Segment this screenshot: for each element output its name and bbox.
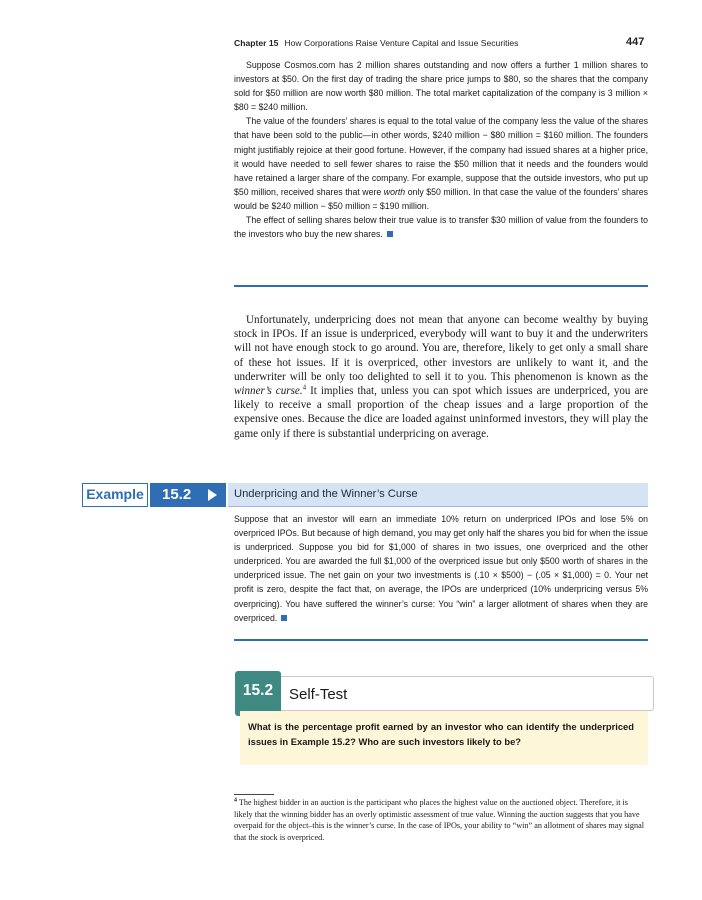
body-text-b: It implies that, unless you can spot which issues are underpriced, you are likely to receive a small proportion of the cheap issues and a large proportion of the expensive ones. Because the dice are loaded against uninformed investors, they will play the game only if there is substantial underpricing on average. xyxy=(234,385,648,440)
example-continued-p2-italic: worth xyxy=(383,186,406,197)
winners-curse-term: winner’s curse. xyxy=(234,385,303,398)
end-of-example-icon xyxy=(387,231,393,237)
footnote-marker: 4 xyxy=(234,797,237,804)
self-test-title: Self-Test xyxy=(289,686,348,703)
example-continued-p3-text: The effect of selling shares below their true value is to transfer $30 million of value from the founders to the investors who buy the new shares. xyxy=(234,215,648,240)
example-continued-p2-text-a: The value of the founders’ shares is equal to the total value of the company less the value of the shares that have been sold to the public—in other words, $240 million − $80 million = $160 million. The founders might justifiably rejoice at their good fortune. However, if the company had issued shares at a higher price, it would have needed to sell fewer shares to raise the $50 million that it needs and the founders would have retained a larger share of the company. For example, suppose that the outside investors, who put up $50 million, received shares that were xyxy=(234,116,648,197)
self-test-number: 15.2 xyxy=(235,671,281,716)
example-number: 15.2 xyxy=(162,486,192,503)
example-continued-p2-text-b: only $50 million. In that case the value of the founders’ shares would be $240 million − $50 million = $190 million. xyxy=(234,186,649,211)
example-continued-paragraph-1: Suppose Cosmos.com has 2 million shares outstanding and now offers a further 1 million shares to investors at $50. On the first day of trading the share price jumps to $80, so the shares that the company sold for $50 million are now worth $80 million. The total market capitalization of the company is 3 million × $80 = $240 million. xyxy=(234,60,648,113)
chapter-title: How Corporations Raise Venture Capital and Issue Securities xyxy=(284,38,519,48)
example-title: Underpricing and the Winner’s Curse xyxy=(234,488,418,500)
footnote-text: The highest bidder in an auction is the participant who places the highest value on the auctioned object. Therefore, it is likely that the winning bidder has an overly optimistic assessment of true value. Winning the auction suggests that you have overpaid for the object–this is the winner’s curse. In the case of IPOs, your ability to “win” an allotment of shares may signal that the stock is overpriced. xyxy=(234,798,645,842)
chapter-label: Chapter 15 xyxy=(234,38,279,48)
body-text-a: Unfortunately, underpricing does not mean that anyone can become wealthy by buying stock in IPOs. If an issue is underpriced, everybody will want to buy it and the underwriters will not have enough stock to go around. You are, therefore, likely to get only a small share of these hot issues. If it is overpriced, other investors are unlikely to want it, and the underwriter will be only too delighted to sell it to you. This phenomenon is known as the xyxy=(234,314,648,383)
example-continued xyxy=(234,58,648,241)
running-header xyxy=(234,38,518,48)
end-of-example-icon xyxy=(281,615,287,621)
play-triangle-icon xyxy=(208,489,217,501)
footnote xyxy=(234,797,648,843)
example-title-bar xyxy=(228,483,648,507)
example-end-rule xyxy=(234,285,648,287)
example-number-badge xyxy=(150,483,226,507)
body-paragraph xyxy=(234,313,648,441)
footnote-rule xyxy=(234,794,274,795)
example-bottom-rule xyxy=(234,639,648,641)
example-body-text: Suppose that an investor will earn an immediate 10% return on underpriced IPOs and lose 5% on overpriced IPOs. But because of high demand, you may get only half the shares you bid for when the issue is underpriced. Suppose you bid for $1,000 of shares in two issues, one overpriced and the other underpriced. You are awarded the full $1,000 of the overpriced issue but only $500 worth of shares in the underpriced issue. The net gain on your two investments is (.10 × $500) − (.05 × $1,000) = 0. Your net profit is zero, despite the fact that, on average, the IPOs are underpriced (10% underpricing versus 5% overpricing). You have suffered the winner’s curse: You “win” a larger allotment of shares when they are overpriced. xyxy=(234,514,648,623)
example-continued-paragraph-2 xyxy=(234,114,648,213)
example-label: Example xyxy=(82,483,148,507)
page-number: 447 xyxy=(626,36,645,48)
self-test-question: What is the percentage profit earned by an investor who can identify the underpriced issues in Example 15.2? Who are such investors likely to be? xyxy=(240,711,648,765)
example-continued-paragraph-3 xyxy=(234,213,648,241)
example-body xyxy=(234,512,648,625)
footnote-reference[interactable]: 4 xyxy=(302,383,307,392)
